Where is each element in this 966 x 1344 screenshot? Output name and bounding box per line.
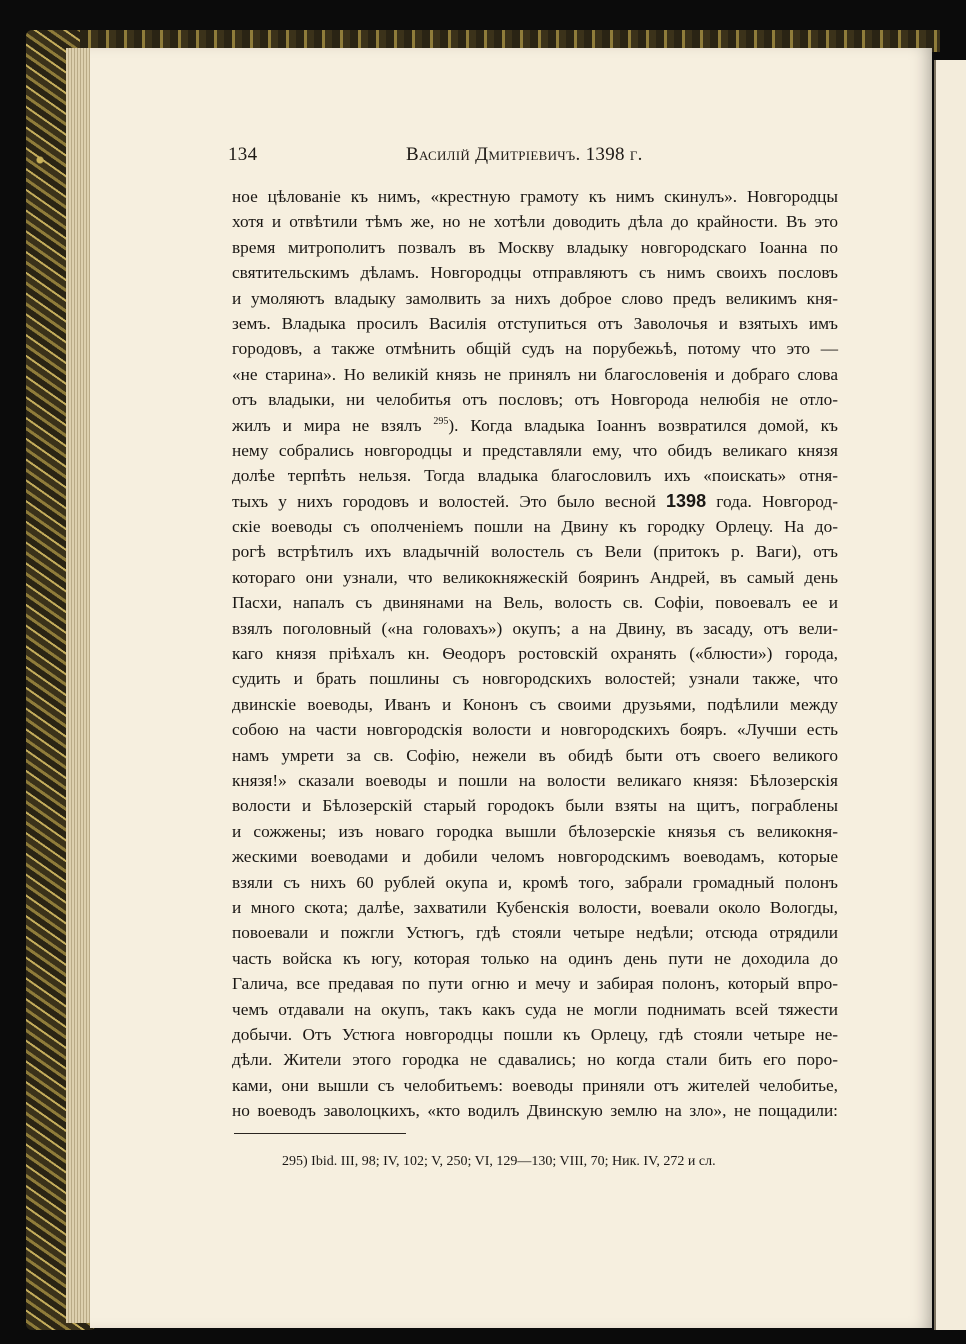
text-line: чемъ отдавали на окупъ, такъ какъ суда не могли поднимать всей тяжести <box>232 999 838 1019</box>
text-line: взяли съ нихъ 60 рублей окупа и, кромѣ того, забрали громадный полонъ <box>232 872 838 892</box>
text-line-with-year <box>232 489 838 514</box>
text-line: часть войска къ югу, которая только на одинъ день пути не доходила до <box>232 948 838 968</box>
page-number: 134 <box>228 144 258 165</box>
footnote: 295) Ibid. III, 98; IV, 102; V, 250; VI, 129—130; VIII, 70; Ник. IV, 272 и сл. <box>282 1154 716 1169</box>
text-line: ное цѣлованіе къ нимъ, «крестную грамоту къ нимъ скинулъ». Новгородцы <box>232 187 838 206</box>
text-line: судить и брать пошлины съ новгородскихъ волостей; узнали также, что <box>232 669 838 689</box>
text-line: и много скота; далѣе, захватили Кубенскія волости, воевали около Вологды, <box>232 897 838 917</box>
text-line: жескими воеводами и добили челомъ новгородскимъ воеводамъ, которые <box>232 847 838 867</box>
body-text <box>232 184 838 1123</box>
text-line: время митрополитъ позвалъ въ Москву владыку новгородскаго Іоанна по <box>232 237 838 257</box>
page-block-edges <box>66 48 92 1323</box>
text-line: дѣли. Жители этого городка не сдавались; но когда стали бить его поро- <box>232 1050 838 1070</box>
text-line: добычи. Отъ Устюга новгородцы пошли къ Орлецу, гдѣ стояли четыре не- <box>232 1024 838 1044</box>
text-segment: ). Когда владыка Іоаннъ возвратился домой, къ <box>448 415 838 435</box>
text-line: Галича, все предавая по пути огню и мечу и забирая полонъ, который впро- <box>232 974 838 994</box>
bold-year: 1398 <box>666 490 707 511</box>
text-line: собою на части новгородскія волости и новгородскихъ бояръ. «Лучши есть <box>232 720 838 740</box>
text-line: но воеводъ заволоцкихъ, «кто водилъ Двинскую землю на зло», не пощадили: <box>232 1101 838 1121</box>
text-line: котораго они узнали, что великокняжескій бояринъ Андрей, въ самый день <box>232 567 838 587</box>
facing-page-edge <box>934 60 966 1330</box>
text-line-with-footnote-ref <box>232 413 838 438</box>
text-line: хотя и отвѣтили тѣмъ же, но не хотѣли доводить дѣла до крайности. Въ это <box>232 212 838 232</box>
text-line: князя!» сказали воеводы и пошли на волости великаго князя: Бѣлозерскія <box>232 770 838 790</box>
text-line: нему собрались новгородцы и представляли ему, что обидъ великаго князя <box>232 440 838 460</box>
running-title: Василій Дмитріевичъ. 1398 г. <box>406 144 643 165</box>
text-line: повоевали и пожгли Устюгъ, гдѣ стояли четыре недѣли; отсюда отрядили <box>232 923 838 943</box>
text-line: намъ умрети за св. Софію, нежели въ обидѣ быти отъ своего великого <box>232 745 838 765</box>
text-line: долѣе терпѣть нельзя. Тогда владыка благословилъ ихъ «поискать» отня- <box>232 466 838 486</box>
text-line: волости и Бѣлозерскій старый городокъ были взяты на щитъ, пограблены <box>232 796 838 816</box>
text-line: ками, они вышли съ челобитьемъ: воеводы приняли отъ жителей челобитье, <box>232 1075 838 1095</box>
text-line: отъ владыки, ни челобитья отъ пословъ; отъ Новгорода нелюбія не отло- <box>232 390 838 410</box>
text-segment: жилъ и мира не взялъ <box>232 415 434 435</box>
text-line: каго князя пріѣхалъ кн. Ѳеодоръ ростовскій охранять («блюсти») города, <box>232 644 838 664</box>
text-line: святительскимъ дѣламъ. Новгородцы отправляютъ съ нимъ своихъ пословъ <box>232 263 838 283</box>
text-line: и сожжены; изъ новаго городка вышли бѣлозерскіе князья съ великокня- <box>232 821 838 841</box>
text-line: «не старина». Но великій князь не принялъ ни благословенія и добраго слова <box>232 364 838 384</box>
text-line: и умоляютъ владыку замолвить за нихъ доброе слово предъ великимъ кня- <box>232 288 838 308</box>
text-line: двинскіе воеводы, Иванъ и Кононъ съ своими друзьями, подѣлили между <box>232 694 838 714</box>
text-segment: тыхъ у нихъ городовъ и волостей. Это было весной <box>232 491 667 511</box>
text-line: рогѣ встрѣтилъ ихъ владычній волостель съ Вели (притокъ р. Ваги), отъ <box>232 542 838 562</box>
text-segment: года. Новгород- <box>706 491 838 511</box>
footnote-reference[interactable]: 295 <box>433 415 449 427</box>
text-line: скіе воеводы съ ополченіемъ пошли на Двину къ городку Орлецу. На до- <box>232 517 838 537</box>
text-line: городовъ, а также отмѣнить общій судъ на порубежьѣ, потому что это — <box>232 339 838 359</box>
text-line: взялъ поголовный («на головахъ») окупъ; а на Двину, въ засаду, отъ вели- <box>232 618 838 638</box>
text-line: земъ. Владыка просилъ Василія отступиться отъ Заволочья и взятыхъ имъ <box>232 313 838 333</box>
text-line: Пасхи, напалъ съ двинянами на Вель, волость св. Софіи, повоевалъ ее и <box>232 593 838 613</box>
page-header <box>228 144 838 168</box>
footnote-divider <box>234 1133 406 1134</box>
